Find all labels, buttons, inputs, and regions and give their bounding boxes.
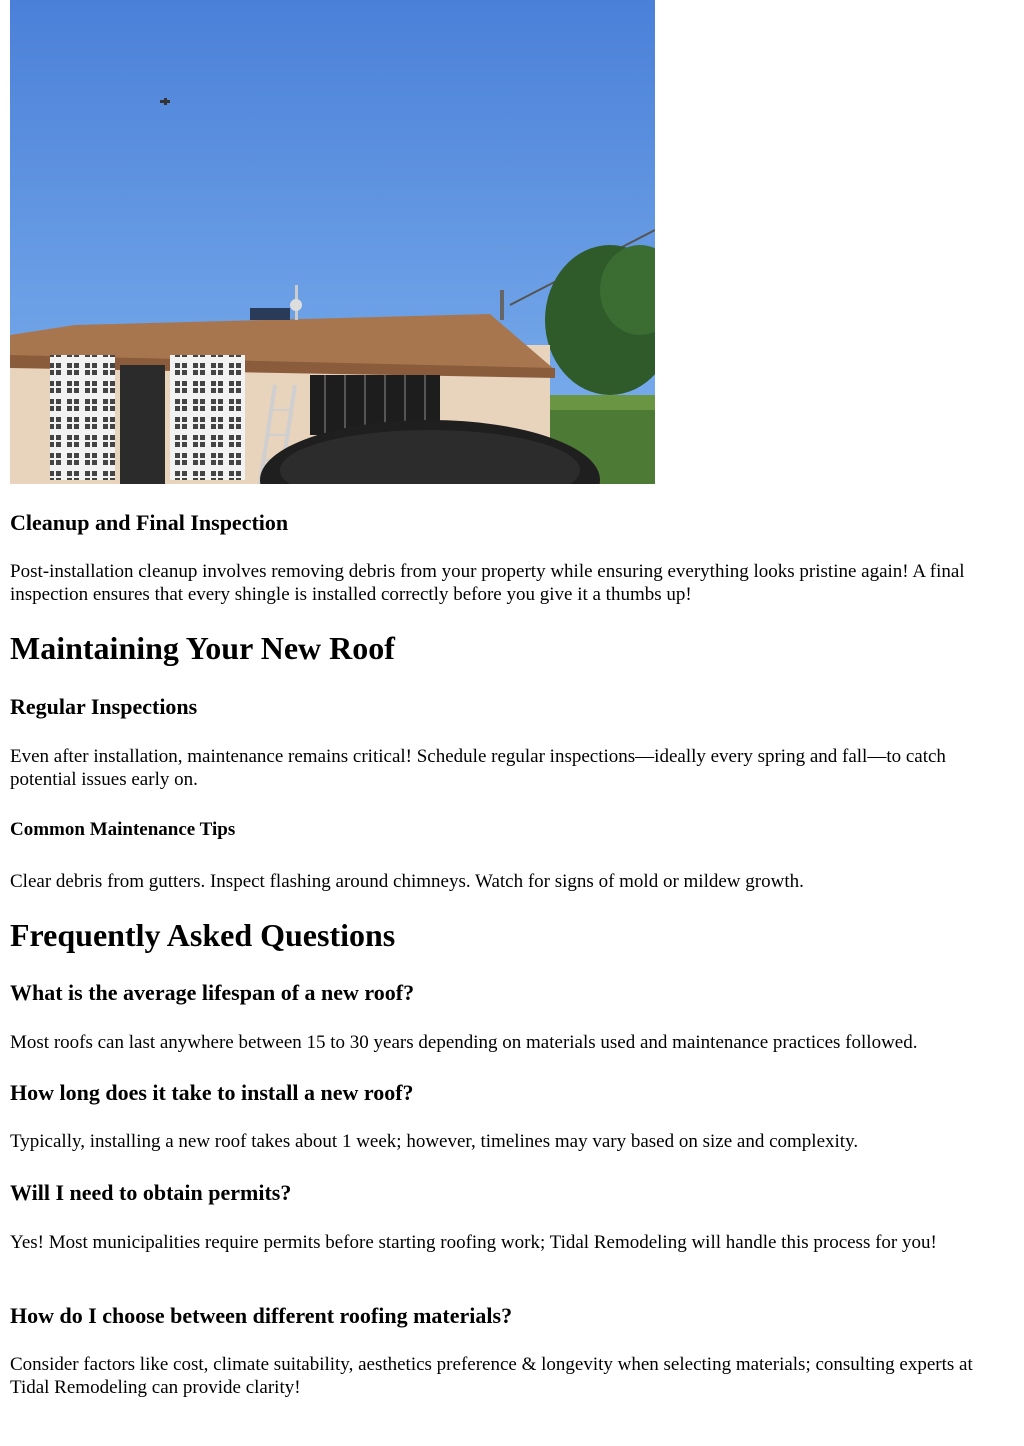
tips-text: Clear debris from gutters. Inspect flashing around chimneys. Watch for signs of mold or mildew growth. — [10, 871, 804, 892]
faq-question: Will I need to obtain permits? — [10, 1180, 292, 1205]
faq-answer: Consider factors like cost, climate suitability, aesthetics preference & longevity when selecting materials; consulting experts at Tidal Remodeling can provide clarity! — [10, 1354, 973, 1398]
faq-question: How long does it take to install a new roof? — [10, 1080, 414, 1105]
regular-inspections-heading: Regular Inspections — [10, 694, 198, 719]
faq-question: How do I choose between different roofing materials? — [10, 1303, 513, 1328]
roof-photo — [10, 0, 655, 484]
cleanup-text: Post-installation cleanup involves removing debris from your property while ensuring everything looks pristine again! A final inspection ensures that every shingle is installed correctly before you give it a thumbs up! — [10, 561, 965, 605]
tips-heading: Common Maintenance Tips — [10, 819, 236, 840]
faq-answer: Most roofs can last anywhere between 15 to 30 years depending on materials used and maintenance practices followed. — [10, 1032, 918, 1053]
faq-heading: Frequently Asked Questions — [10, 917, 396, 953]
faq-answer: Yes! Most municipalities require permits before starting roofing work; Tidal Remodeling will handle this process for you! — [10, 1232, 937, 1253]
faq-question: What is the average lifespan of a new roof? — [10, 980, 415, 1005]
maintaining-heading: Maintaining Your New Roof — [10, 630, 395, 666]
cleanup-heading: Cleanup and Final Inspection — [10, 510, 289, 535]
faq-answer: Typically, installing a new roof takes about 1 week; however, timelines may vary based on size and complexity. — [10, 1131, 859, 1152]
regular-inspections-text: Even after installation, maintenance remains critical! Schedule regular inspections—ideally every spring and fall—to catch potential issues early on. — [10, 746, 946, 790]
